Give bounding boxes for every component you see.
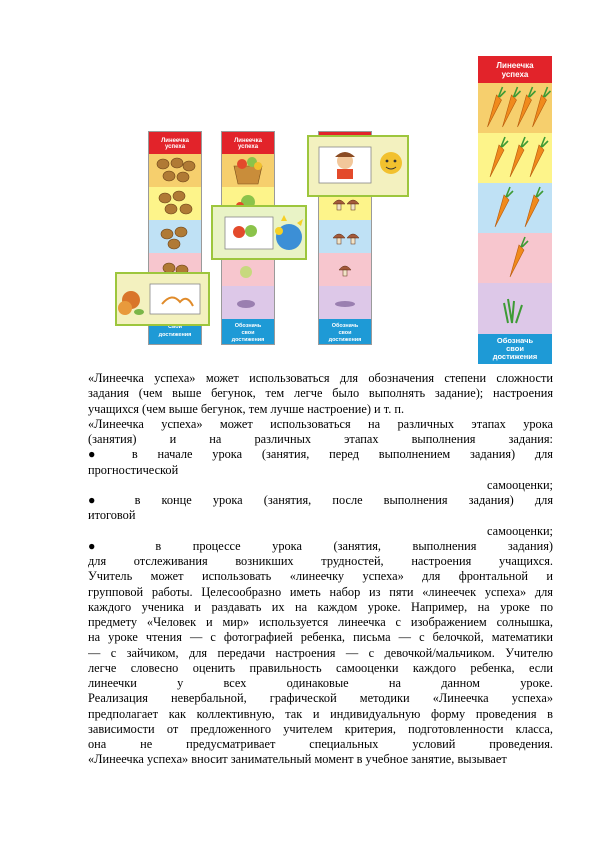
svg-text:свои: свои (241, 330, 255, 336)
sun-icon (213, 207, 305, 258)
ruler-header: Линеечка успеха (478, 56, 552, 83)
text-line: самооценки; (487, 477, 553, 492)
svg-text:достижения: достижения (231, 337, 265, 343)
text-line: на уроке чтения — с фотографией ребенка, письма — с белочкой, математики (88, 630, 553, 645)
text-line: итоговой (88, 508, 136, 523)
text-line: — с зайчиком, для передачи настроения — с девочкой/мальчиком. Учителю (88, 645, 553, 660)
text-line: ● в конце урока (занятия, после выполнения задания) для (88, 493, 553, 507)
text-line: Реализация невербальной, графической методики «Линеечка успеха» (88, 691, 553, 706)
text-line: Учитель может использовать «линеечку успеха» для фронтальной и (88, 569, 553, 584)
text-line: прогностической (88, 462, 179, 477)
svg-text:свои: свои (338, 330, 352, 336)
text-line: предмету «Человек и мир» используется линеечка с изображением солнышка, (88, 615, 553, 629)
ruler-slider-sun (211, 205, 307, 260)
body-text (88, 371, 553, 768)
carrot-levels (478, 83, 552, 334)
text-line: предполагает как коллективную, так и индивидуальную форму проведения в (88, 706, 553, 721)
ruler-footer: Обозначь свои достижения (478, 334, 552, 364)
text-line: «Линеечка успеха» вносит занимательный момент в учебное занятие, вызывает (88, 752, 507, 767)
text-line: «Линеечка успеха» может использоваться на различных этапах урока (88, 416, 553, 431)
text-line: учащихся (чем выше бегунок, тем лучше настроение) и т. п. (88, 401, 405, 416)
success-ruler-carrots (478, 56, 552, 364)
text-line: (занятия) и на различных этапах выполнения задания: (88, 432, 553, 446)
ruler-header: Линеечка успеха (222, 132, 274, 154)
ruler-slider-boy (307, 135, 409, 197)
text-line: «Линеечка успеха» может использоваться для обозначения степени сложности (88, 371, 553, 385)
text-line: для отслеживания возникших трудностей, настроения учащихся. (88, 554, 553, 568)
text-line: легче словесно оценить правильность самооценки каждого ребенка, если (88, 660, 553, 675)
text-line: самооценки; (487, 523, 553, 538)
ruler-slider-squirrel (115, 272, 210, 326)
boy-icon (309, 137, 407, 195)
text-line: линеечки у всех одинаковые на данном уроке. (88, 676, 553, 690)
text-line: задания (чем выше бегунок, тем легче было выполнять задание); настроения (88, 386, 553, 401)
text-line: ● в процессе урока (занятия, выполнения задания) (88, 538, 553, 553)
text-line: групповой работы. Целесообразно иметь набор из пяти «линеечек успеха» для (88, 584, 553, 599)
ruler-header: Линеечка успеха (149, 132, 201, 154)
svg-text:Обозначь: Обозначь (234, 323, 262, 329)
svg-text:достижения: достижения (158, 332, 192, 338)
text-line: она не предусматривает специальных условий проведения. (88, 737, 553, 751)
svg-text:достижения: достижения (328, 337, 362, 343)
text-line: каждого ученика и раздавать их на каждом уроке. Например, на уроке по (88, 599, 553, 614)
text-line: зависимости от предложенного учителем критерия, подготовленности класса, (88, 721, 553, 736)
squirrel-icon (117, 274, 208, 324)
text-line: ● в начале урока (занятия, перед выполнением задания) для (88, 447, 553, 462)
svg-text:Обозначь: Обозначь (331, 323, 359, 329)
